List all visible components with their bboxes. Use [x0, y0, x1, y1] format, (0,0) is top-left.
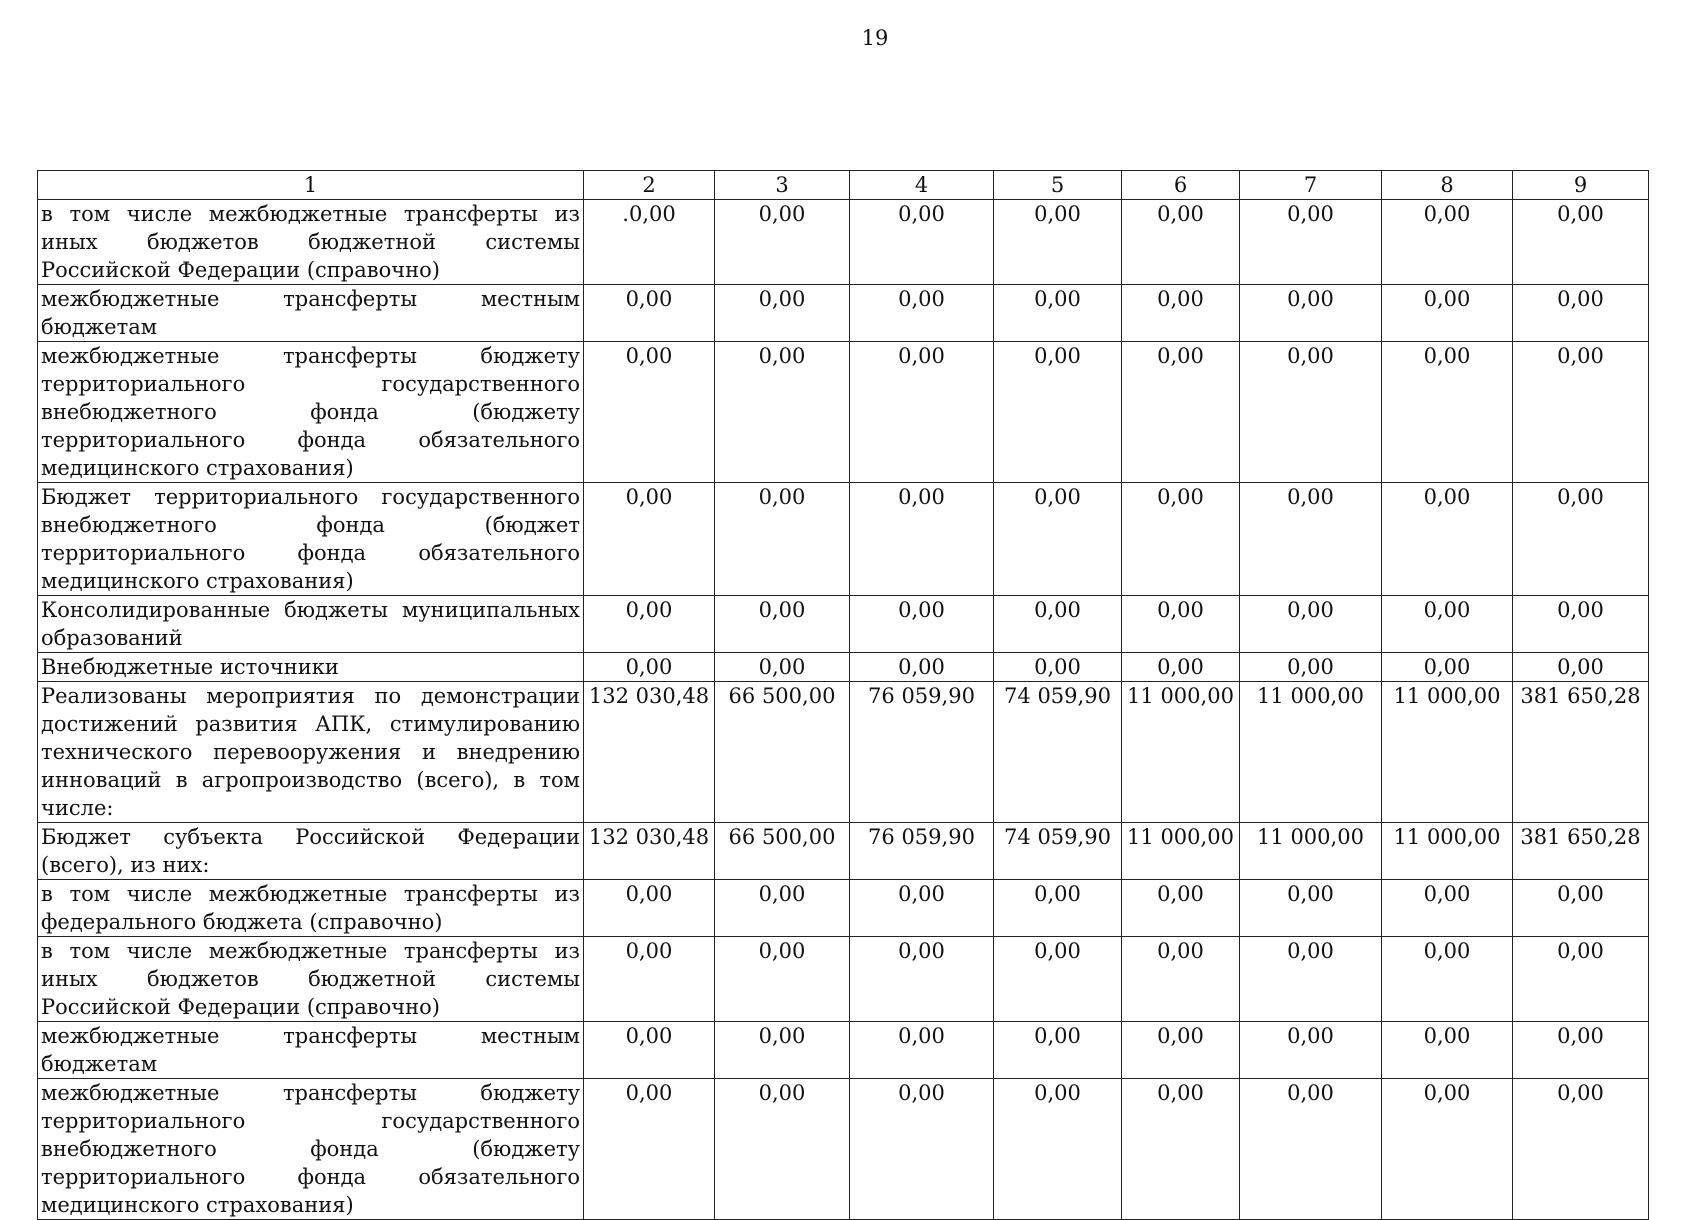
column-header: 7: [1240, 171, 1382, 200]
value-cell: 0,00: [1240, 937, 1382, 1022]
row-label: межбюджетные трансферты бюджету территориального государственного внебюджетного фонда (бюджету территориального фонда обязательного медицинского страхования): [38, 1079, 584, 1220]
column-header: 4: [850, 171, 994, 200]
value-cell: 0,00: [994, 342, 1122, 483]
value-cell: 0,00: [994, 596, 1122, 653]
table-row: [38, 823, 1649, 880]
value-cell: 66 500,00: [715, 823, 850, 880]
table-row: [38, 200, 1649, 285]
value-cell: 0,00: [1122, 342, 1240, 483]
value-cell: 0,00: [715, 200, 850, 285]
value-cell: 0,00: [1240, 653, 1382, 682]
value-cell: 0,00: [994, 653, 1122, 682]
value-cell: 132 030,48: [584, 823, 715, 880]
value-cell: 0,00: [715, 285, 850, 342]
value-cell: 0,00: [1122, 285, 1240, 342]
value-cell: 0,00: [715, 1022, 850, 1079]
value-cell: 0,00: [1513, 937, 1649, 1022]
row-label: межбюджетные трансферты местным бюджетам: [38, 285, 584, 342]
value-cell: 0,00: [715, 880, 850, 937]
value-cell: 0,00: [1240, 1079, 1382, 1220]
value-cell: 0,00: [1122, 880, 1240, 937]
value-cell: 0,00: [1122, 937, 1240, 1022]
value-cell: 0,00: [584, 483, 715, 596]
value-cell: 0,00: [715, 937, 850, 1022]
value-cell: 0,00: [715, 653, 850, 682]
value-cell: 0,00: [850, 483, 994, 596]
value-cell: 0,00: [1240, 200, 1382, 285]
table-row: [38, 483, 1649, 596]
value-cell: 0,00: [994, 285, 1122, 342]
row-label: Бюджет субъекта Российской Федерации (всего), из них:: [38, 823, 584, 880]
row-label: Реализованы мероприятия по демонстрации достижений развития АПК, стимулированию технического перевооружения и внедрению инноваций в агропроизводство (всего), в том числе:: [38, 682, 584, 823]
value-cell: 66 500,00: [715, 682, 850, 823]
value-cell: 0,00: [850, 285, 994, 342]
table-row: [38, 285, 1649, 342]
value-cell: 0,00: [1513, 483, 1649, 596]
value-cell: 0,00: [1122, 483, 1240, 596]
table-row: [38, 596, 1649, 653]
value-cell: 0,00: [994, 483, 1122, 596]
table-row: [38, 1022, 1649, 1079]
value-cell: 0,00: [994, 937, 1122, 1022]
value-cell: 0,00: [584, 1079, 715, 1220]
column-header: 5: [994, 171, 1122, 200]
value-cell: 11 000,00: [1382, 823, 1513, 880]
value-cell: 0,00: [850, 200, 994, 285]
row-label: Бюджет территориального государственного внебюджетного фонда (бюджет территориального фонда обязательного медицинского страхования): [38, 483, 584, 596]
value-cell: 11 000,00: [1382, 682, 1513, 823]
value-cell: 0,00: [1382, 596, 1513, 653]
value-cell: 0,00: [1513, 596, 1649, 653]
value-cell: 0,00: [584, 653, 715, 682]
value-cell: 0,00: [584, 880, 715, 937]
value-cell: 11 000,00: [1122, 682, 1240, 823]
value-cell: 0,00: [584, 596, 715, 653]
value-cell: 0,00: [1513, 200, 1649, 285]
value-cell: 0,00: [1382, 1022, 1513, 1079]
value-cell: 0,00: [994, 880, 1122, 937]
header-row: [38, 171, 1649, 200]
value-cell: 0,00: [850, 1022, 994, 1079]
value-cell: 381 650,28: [1513, 823, 1649, 880]
value-cell: 0,00: [1382, 937, 1513, 1022]
column-header: 3: [715, 171, 850, 200]
value-cell: 0,00: [1240, 285, 1382, 342]
value-cell: 0,00: [584, 342, 715, 483]
value-cell: 0,00: [850, 596, 994, 653]
budget-table: [37, 170, 1649, 1220]
value-cell: 0,00: [1382, 483, 1513, 596]
value-cell: 0,00: [715, 342, 850, 483]
value-cell: 0,00: [1513, 285, 1649, 342]
value-cell: 0,00: [715, 596, 850, 653]
page-number: 19: [861, 26, 889, 50]
table-row: [38, 682, 1649, 823]
value-cell: 11 000,00: [1240, 823, 1382, 880]
value-cell: 132 030,48: [584, 682, 715, 823]
value-cell: 0,00: [1382, 653, 1513, 682]
value-cell: 0,00: [1382, 880, 1513, 937]
value-cell: 0,00: [850, 342, 994, 483]
row-label: межбюджетные трансферты бюджету территориального государственного внебюджетного фонда (бюджету территориального фонда обязательного медицинского страхования): [38, 342, 584, 483]
column-header: 1: [38, 171, 584, 200]
value-cell: 0,00: [994, 200, 1122, 285]
value-cell: 381 650,28: [1513, 682, 1649, 823]
column-header: 9: [1513, 171, 1649, 200]
value-cell: 0,00: [1513, 1079, 1649, 1220]
table-row: [38, 937, 1649, 1022]
column-header: 6: [1122, 171, 1240, 200]
value-cell: 0,00: [994, 1022, 1122, 1079]
table-row: [38, 880, 1649, 937]
value-cell: 0,00: [1122, 1079, 1240, 1220]
value-cell: 0,00: [1240, 596, 1382, 653]
column-header: 8: [1382, 171, 1513, 200]
value-cell: 11 000,00: [1122, 823, 1240, 880]
row-label: межбюджетные трансферты местным бюджетам: [38, 1022, 584, 1079]
value-cell: .0,00: [584, 200, 715, 285]
row-label: в том числе межбюджетные трансферты из федерального бюджета (справочно): [38, 880, 584, 937]
value-cell: 0,00: [715, 1079, 850, 1220]
value-cell: 0,00: [584, 1022, 715, 1079]
column-header: 2: [584, 171, 715, 200]
value-cell: 0,00: [1122, 1022, 1240, 1079]
value-cell: 0,00: [1240, 1022, 1382, 1079]
value-cell: 0,00: [850, 880, 994, 937]
value-cell: 0,00: [715, 483, 850, 596]
value-cell: 74 059,90: [994, 823, 1122, 880]
value-cell: 0,00: [1382, 200, 1513, 285]
value-cell: 0,00: [584, 285, 715, 342]
value-cell: 0,00: [1122, 653, 1240, 682]
value-cell: 0,00: [1382, 342, 1513, 483]
value-cell: 0,00: [850, 937, 994, 1022]
row-label: в том числе межбюджетные трансферты из иных бюджетов бюджетной системы Российской Федерации (справочно): [38, 200, 584, 285]
value-cell: 0,00: [994, 1079, 1122, 1220]
value-cell: 0,00: [1122, 200, 1240, 285]
row-label: Внебюджетные источники: [38, 653, 584, 682]
value-cell: 0,00: [1240, 880, 1382, 937]
value-cell: 0,00: [1513, 880, 1649, 937]
table-row: [38, 1079, 1649, 1220]
value-cell: 76 059,90: [850, 682, 994, 823]
value-cell: 11 000,00: [1240, 682, 1382, 823]
value-cell: 76 059,90: [850, 823, 994, 880]
table-row: [38, 342, 1649, 483]
value-cell: 0,00: [1382, 285, 1513, 342]
value-cell: 0,00: [1513, 1022, 1649, 1079]
value-cell: 0,00: [850, 1079, 994, 1220]
table-row: [38, 653, 1649, 682]
row-label: Консолидированные бюджеты муниципальных образований: [38, 596, 584, 653]
value-cell: 0,00: [584, 937, 715, 1022]
value-cell: 0,00: [1240, 342, 1382, 483]
value-cell: 0,00: [1240, 483, 1382, 596]
value-cell: 0,00: [1513, 342, 1649, 483]
value-cell: 0,00: [1382, 1079, 1513, 1220]
value-cell: 74 059,90: [994, 682, 1122, 823]
row-label: в том числе межбюджетные трансферты из иных бюджетов бюджетной системы Российской Федерации (справочно): [38, 937, 584, 1022]
value-cell: 0,00: [1513, 653, 1649, 682]
value-cell: 0,00: [1122, 596, 1240, 653]
value-cell: 0,00: [850, 653, 994, 682]
